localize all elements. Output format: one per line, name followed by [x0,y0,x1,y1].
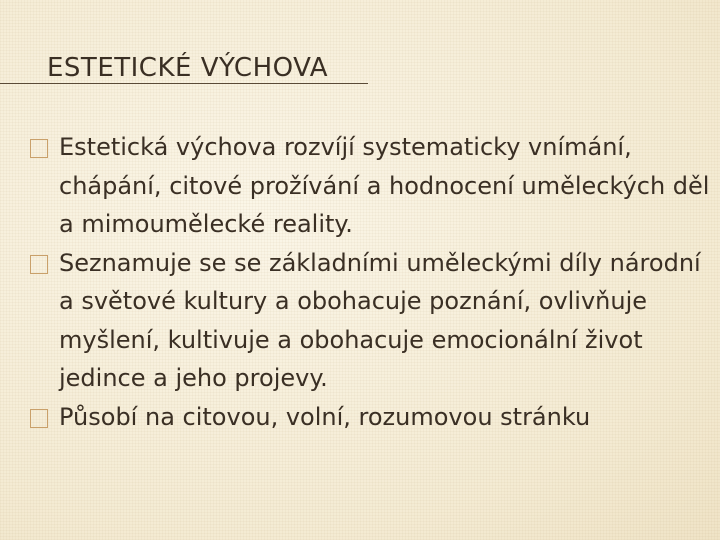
bullet-text: Estetická výchova rozvíjí systematicky vnímání, chápání, citové prožívání a hodnocení uměleckých děl a mimoumělecké reality. [59,133,710,238]
bullet-item [30,398,710,437]
bullet-text: Působí na citovou, volní, rozumovou stránku [59,402,591,431]
bullet-text: Seznamuje se se základními uměleckými díly národní a světové kultury a obohacuje poznání, ovlivňuje myšlení, kultivuje a obohacuje emocionální život jedince a jeho projevy. [59,248,701,392]
slide-title: ESTETICKÉ VÝCHOVA [47,53,329,83]
title-underline [0,83,368,84]
bullet-list [30,128,710,436]
square-bullet-icon [30,139,48,158]
bullet-item [30,128,710,244]
bullet-item [30,244,710,398]
square-bullet-icon [30,255,48,274]
square-bullet-icon [30,409,48,428]
